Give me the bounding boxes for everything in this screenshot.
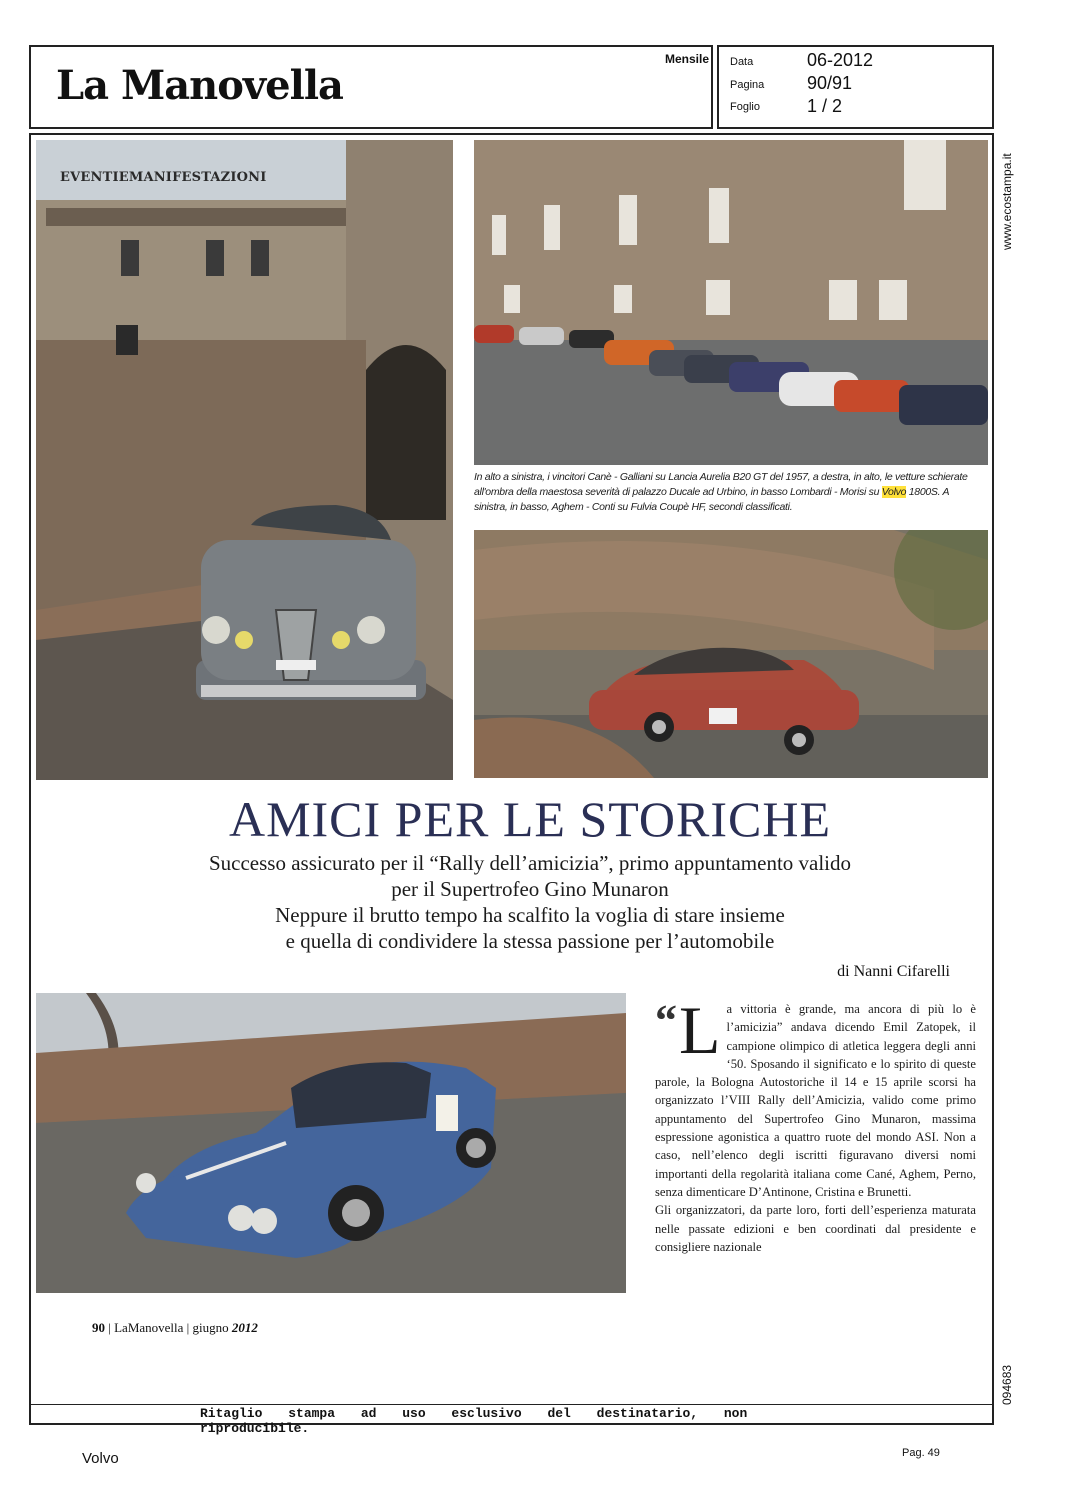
byline: di Nanni Cifarelli: [837, 963, 950, 980]
meta-value-data: 06-2012: [807, 50, 874, 70]
meta-label-data: Data: [730, 56, 754, 68]
client-name: Volvo: [82, 1450, 119, 1467]
meta-label-foglio: Foglio: [730, 101, 760, 113]
meta-value-foglio: 1 / 2: [807, 96, 843, 116]
caption-text-before: In alto a sinistra, i vincitori Canè - Galliani su Lancia Aurelia B20 GT del 1957, a destra, in alto, le vetture schierate all'ombra della maestosa severità di palazzo Ducale ad Urbino, in basso Lombardi - Morisi su: [474, 471, 968, 498]
photo-caption: [474, 470, 974, 515]
website-vertical: www.ecostampa.it: [1000, 153, 1014, 250]
page-counter: Pag. 49: [902, 1447, 940, 1459]
deck-line-3: Neppure il brutto tempo ha scalfito la voglia di stare insieme: [275, 903, 785, 927]
section-kicker: EVENTIEMANIFESTAZIONI: [60, 170, 267, 185]
deck-line-1: Successo assicurato per il “Rally dell’amicizia”, primo appuntamento valido: [208, 851, 852, 875]
page-folio: 90 | LaManovella | giugno 2012: [92, 1320, 258, 1335]
folio-month: giugno: [192, 1320, 229, 1335]
caption-highlight: Volvo: [881, 486, 907, 498]
deck-line-2: per il Supertrofeo Gino Munaron: [391, 877, 669, 901]
meta-label-pagina: Pagina: [730, 79, 765, 91]
caption-text-after: 1800S. A sinistra, in basso, Aghem - Conti su Fulvia Coupè HF, secondi classificati.: [474, 486, 949, 513]
periodicity-label: Mensile: [665, 52, 710, 66]
headline: AMICI PER LE STORICHE: [228, 791, 832, 847]
photo-lancia-aurelia: [36, 140, 453, 780]
photo-volvo-1800s: [474, 530, 988, 778]
article-body: [655, 992, 976, 1256]
photo-palazzo-ducale: [474, 140, 988, 465]
photo-fulvia-coupe: [36, 993, 626, 1293]
folio-page-number: 90: [92, 1320, 105, 1335]
deck: [40, 850, 1020, 954]
dropcap-quote: “: [655, 996, 677, 1045]
body-paragraph-1: a vittoria è grande, ma ancora di più lo è l’amicizia” andava dicendo Emil Zatopek, il campione olimpico di atletica leggera degli anni ‘50. Sposando il significato e lo spirito di queste parole, la Bologna Autostoriche il 14 e 15 aprile scorsi ha organizzato l’VIII Rally dell’Amicizia, valido come primo appuntamento del Supertrofeo Gino Munaron, massima espressione agonistica a quattro ruote del mondo ASI. Non a caso, nell’elenco degli iscritti figuravano diversi nomi importanti della regolarità italiana come Cané, Aghem, Perno, senza dimenticare D’Antinone, Cristina e Brunetti.: [655, 1002, 976, 1199]
body-paragraph-2: Gli organizzatori, da parte loro, forti dell’esperienza maturata nelle passate edizioni e ben coordinati dal presidente e consigliere nazionale: [655, 1203, 976, 1254]
folio-year: 2012: [231, 1320, 258, 1335]
code-vertical: 094683: [1000, 1364, 1014, 1405]
dropcap-letter: L: [679, 992, 721, 1068]
reproduction-notice: Ritaglio stampa ad uso esclusivo del destinatario, non riproducibile.: [200, 1406, 748, 1436]
publication-logo: La Manovella: [56, 62, 343, 109]
meta-value-pagina: 90/91: [807, 73, 853, 93]
deck-line-4: e quella di condividere la stessa passione per l’automobile: [285, 929, 775, 953]
folio-publication: LaManovella: [114, 1320, 184, 1335]
